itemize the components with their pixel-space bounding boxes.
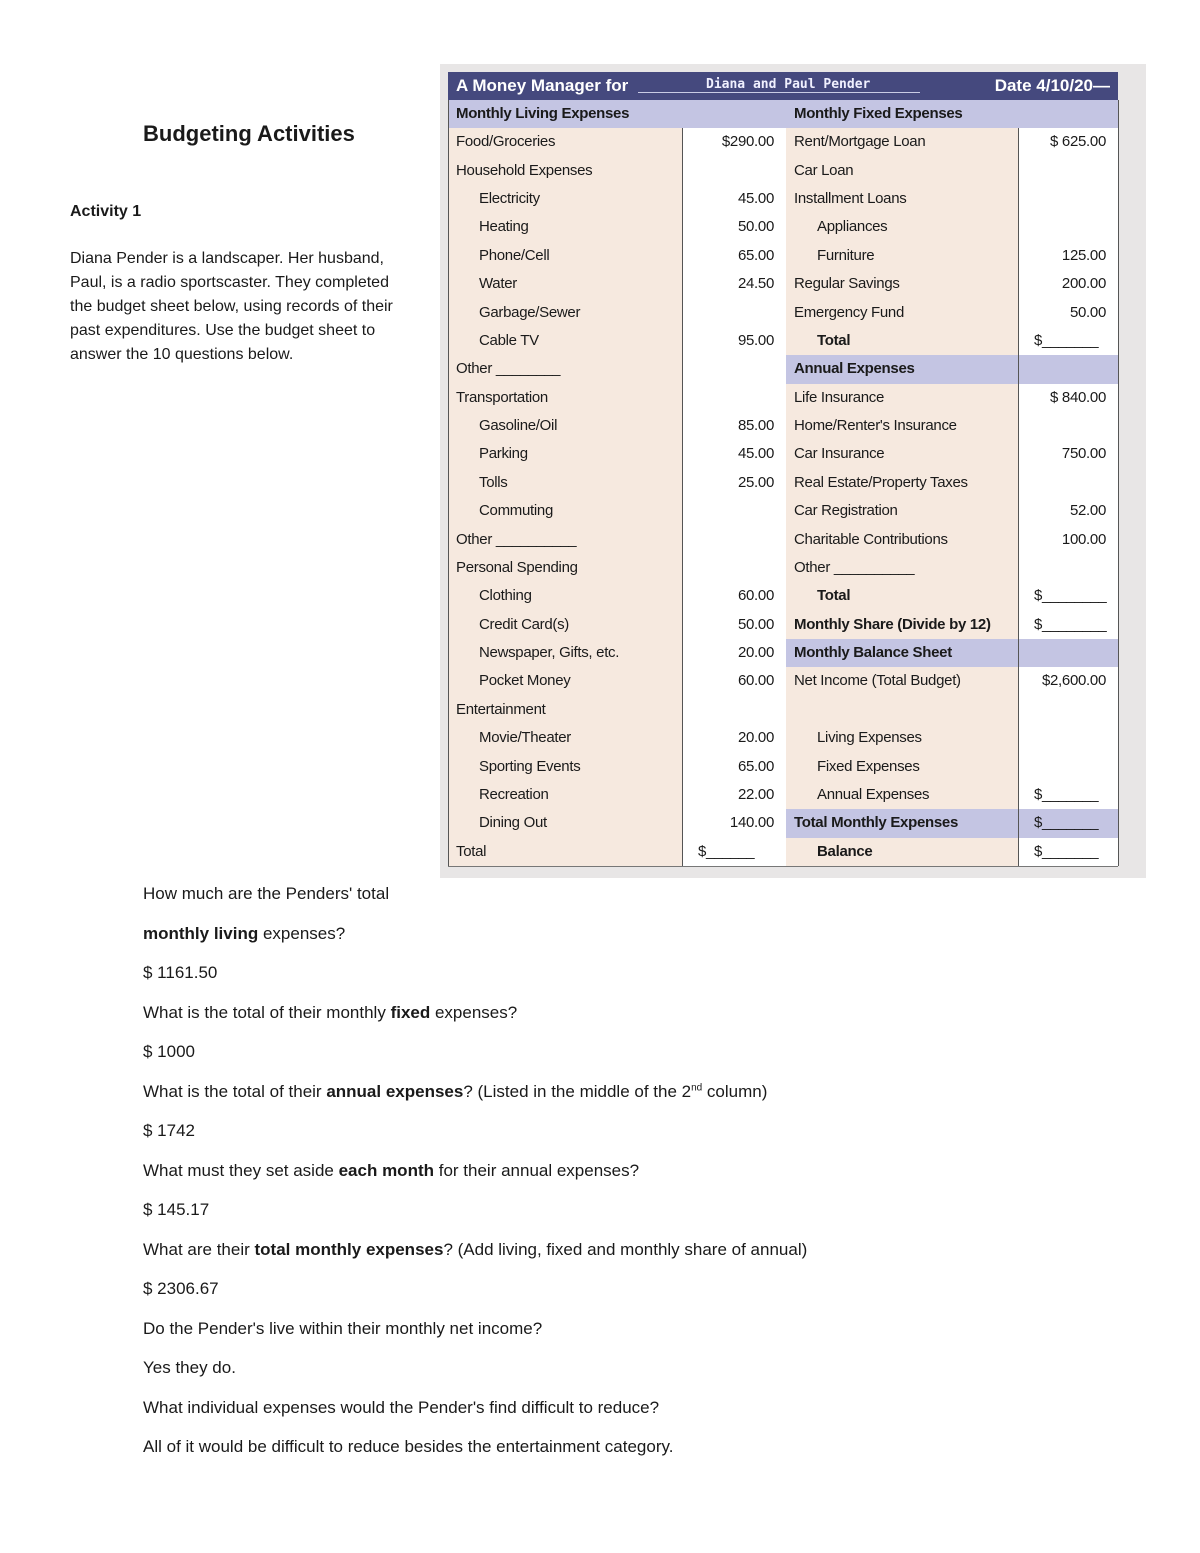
left-row-amount: 20.00 <box>682 724 786 752</box>
qa-text: $ 1742 <box>143 1121 195 1140</box>
right-row-amount: 52.00 <box>1018 497 1118 525</box>
right-row-label: Balance <box>786 838 1018 866</box>
sheet-header-names: Diana and Paul Pender <box>706 77 871 92</box>
right-row-amount: 125.00 <box>1018 242 1118 270</box>
column-divider <box>1118 100 1119 866</box>
left-row-label: Heating <box>448 213 682 241</box>
left-row-label: Garbage/Sewer <box>448 299 682 327</box>
right-row-label: Rent/Mortgage Loan <box>786 128 1018 156</box>
right-row-label: Car Registration <box>786 497 1018 525</box>
right-row-amount: 50.00 <box>1018 299 1118 327</box>
column-divider <box>682 128 683 866</box>
left-row-amount: 50.00 <box>682 611 786 639</box>
left-row-label: Recreation <box>448 781 682 809</box>
qa-text: $ 1000 <box>143 1042 195 1061</box>
qa-line <box>143 1082 767 1102</box>
right-row-amount: $________ <box>1018 582 1118 610</box>
page-title: Budgeting Activities <box>143 121 355 146</box>
left-row-amount: 24.50 <box>682 270 786 298</box>
left-row-label: Newspaper, Gifts, etc. <box>448 639 682 667</box>
left-row-amount: 45.00 <box>682 440 786 468</box>
left-row-amount: 45.00 <box>682 185 786 213</box>
activity-heading: Activity 1 <box>70 203 142 220</box>
intro-line: Paul, is a radio sportscaster. They completed <box>70 274 389 291</box>
emphasis-text: monthly living <box>143 923 259 943</box>
left-row-amount: 25.00 <box>682 469 786 497</box>
left-row-label: Dining Out <box>448 809 682 837</box>
left-row-amount: 65.00 <box>682 242 786 270</box>
left-row-amount: $290.00 <box>682 128 786 156</box>
right-row-amount <box>1018 157 1118 185</box>
qa-text: Yes they do. <box>143 1358 236 1377</box>
right-row-label: Monthly Share (Divide by 12) <box>786 611 1018 639</box>
qa-line <box>143 1358 236 1378</box>
right-row-label: Real Estate/Property Taxes <box>786 469 1018 497</box>
qa-line <box>143 1437 673 1457</box>
right-row-amount <box>1018 412 1118 440</box>
right-row-label: Total Monthly Expenses <box>786 809 1018 837</box>
right-row-amount <box>1018 213 1118 241</box>
left-row-amount <box>682 497 786 525</box>
left-row-amount: 60.00 <box>682 582 786 610</box>
qa-text: Do the Pender's live within their monthly net income? <box>143 1318 543 1338</box>
right-row-label: Charitable Contributions <box>786 526 1018 554</box>
row-divider <box>448 866 786 867</box>
left-row-amount <box>682 355 786 383</box>
left-row-label: Entertainment <box>448 696 682 724</box>
right-row-label: Installment Loans <box>786 185 1018 213</box>
right-row-label: Living Expenses <box>786 724 1018 752</box>
intro-line: answer the 10 questions below. <box>70 346 294 363</box>
left-row-label: Movie/Theater <box>448 724 682 752</box>
right-row-amount: $_______ <box>1018 781 1118 809</box>
intro-line: the budget sheet below, using records of their <box>70 298 393 315</box>
right-row-label: Appliances <box>786 213 1018 241</box>
left-row-amount <box>682 299 786 327</box>
qa-text: expenses? <box>430 1002 518 1022</box>
left-row-label: Pocket Money <box>448 667 682 695</box>
right-row-amount: $_______ <box>1018 838 1118 866</box>
right-row-amount <box>1018 469 1118 497</box>
qa-text: column) <box>702 1081 768 1101</box>
qa-text: $ 145.17 <box>143 1200 210 1219</box>
right-row-amount: $________ <box>1018 611 1118 639</box>
left-row-amount: $______ <box>682 838 786 866</box>
qa-line <box>143 1200 209 1220</box>
qa-line <box>143 924 345 944</box>
qa-text: What is the total of their monthly <box>143 1002 391 1022</box>
right-row-label: Annual Expenses <box>786 355 1118 383</box>
left-row-label: Sporting Events <box>448 753 682 781</box>
left-row-label: Commuting <box>448 497 682 525</box>
qa-text: ? (Listed in the middle of the 2 <box>463 1081 692 1101</box>
left-row-amount <box>682 554 786 582</box>
left-row-label: Clothing <box>448 582 682 610</box>
right-row-label: Car Loan <box>786 157 1018 185</box>
left-row-label: Household Expenses <box>448 157 682 185</box>
left-row-label: Gasoline/Oil <box>448 412 682 440</box>
column-divider <box>1018 128 1019 866</box>
sheet-header <box>448 72 1118 100</box>
qa-text: expenses? <box>258 923 346 943</box>
right-row-amount: 750.00 <box>1018 440 1118 468</box>
right-row-label: Life Insurance <box>786 384 1018 412</box>
left-row-label: Total <box>448 838 682 866</box>
left-row-amount: 22.00 <box>682 781 786 809</box>
left-row-label: Personal Spending <box>448 554 682 582</box>
left-row-amount <box>682 526 786 554</box>
intro-line: past expenditures. Use the budget sheet to <box>70 322 376 339</box>
left-row-amount: 50.00 <box>682 213 786 241</box>
right-row-amount <box>1018 554 1118 582</box>
right-row-amount: $_______ <box>1018 327 1118 355</box>
qa-text: for their annual expenses? <box>434 1160 640 1180</box>
qa-line <box>143 1161 639 1181</box>
right-row-label: Monthly Fixed Expenses <box>786 100 1118 128</box>
right-row-label <box>786 696 1018 724</box>
emphasis-text: fixed <box>390 1002 431 1022</box>
qa-text: $ 1161.50 <box>143 963 218 982</box>
intro-paragraph <box>70 247 445 367</box>
right-row-amount: 200.00 <box>1018 270 1118 298</box>
right-row-label: Regular Savings <box>786 270 1018 298</box>
left-row-label: Monthly Living Expenses <box>448 100 786 128</box>
left-row-label: Phone/Cell <box>448 242 682 270</box>
left-row-label: Food/Groceries <box>448 128 682 156</box>
qa-line <box>143 963 217 983</box>
left-row-amount <box>682 157 786 185</box>
qa-text: How much are the Penders' total <box>143 884 390 903</box>
row-divider <box>786 866 1118 867</box>
right-row-amount <box>1018 185 1118 213</box>
right-row-label: Other __________ <box>786 554 1018 582</box>
name-line <box>638 92 920 93</box>
left-row-label: Parking <box>448 440 682 468</box>
budget-table <box>448 100 1118 866</box>
right-row-label: Annual Expenses <box>786 781 1018 809</box>
qa-text: $ 2306.67 <box>143 1279 219 1298</box>
sheet-header-title: A Money Manager for <box>456 76 629 95</box>
left-row-amount <box>682 696 786 724</box>
qa-line <box>143 1240 807 1260</box>
left-row-label: Electricity <box>448 185 682 213</box>
emphasis-text: annual expenses <box>326 1081 464 1101</box>
left-row-label: Transportation <box>448 384 682 412</box>
qa-line <box>143 1319 542 1339</box>
right-row-label: Home/Renter's Insurance <box>786 412 1018 440</box>
right-row-amount: $_______ <box>1018 809 1118 837</box>
emphasis-text: each month <box>338 1160 434 1180</box>
qa-text: All of it would be difficult to reduce besides the entertainment category. <box>143 1437 674 1456</box>
column-divider <box>448 100 449 866</box>
right-row-amount <box>1018 696 1118 724</box>
right-row-amount: $ 625.00 <box>1018 128 1118 156</box>
left-row-amount: 20.00 <box>682 639 786 667</box>
right-row-amount: 100.00 <box>1018 526 1118 554</box>
right-row-amount <box>1018 753 1118 781</box>
left-row-label: Other __________ <box>448 526 682 554</box>
right-row-label: Furniture <box>786 242 1018 270</box>
left-row-amount: 60.00 <box>682 667 786 695</box>
qa-text: ? (Add living, fixed and monthly share of annual) <box>443 1239 808 1259</box>
qa-text: What individual expenses would the Pender's find difficult to reduce? <box>143 1397 660 1417</box>
emphasis-text: total monthly expenses <box>254 1239 444 1259</box>
qa-text: nd <box>691 1081 703 1093</box>
left-row-label: Tolls <box>448 469 682 497</box>
qa-line <box>143 1398 659 1418</box>
left-row-label: Other ________ <box>448 355 682 383</box>
right-row-label: Total <box>786 327 1018 355</box>
left-row-amount: 65.00 <box>682 753 786 781</box>
left-row-label: Cable TV <box>448 327 682 355</box>
left-row-amount: 85.00 <box>682 412 786 440</box>
left-row-amount: 95.00 <box>682 327 786 355</box>
left-row-amount: 140.00 <box>682 809 786 837</box>
qa-line <box>143 1042 195 1062</box>
right-row-label: Monthly Balance Sheet <box>786 639 1118 667</box>
right-row-label: Car Insurance <box>786 440 1018 468</box>
right-row-amount: $ 840.00 <box>1018 384 1118 412</box>
sheet-header-date: Date 4/10/20— <box>994 76 1110 95</box>
left-row-label: Water <box>448 270 682 298</box>
right-row-amount: $2,600.00 <box>1018 667 1118 695</box>
qa-text: What are their <box>143 1239 255 1259</box>
intro-line: Diana Pender is a landscaper. Her husband, <box>70 250 384 267</box>
right-row-label: Emergency Fund <box>786 299 1018 327</box>
qa-line <box>143 1121 195 1141</box>
qa-text: What must they set aside <box>143 1160 339 1180</box>
qa-line <box>143 1003 517 1023</box>
qa-line <box>143 1279 219 1299</box>
qa-text: What is the total of their <box>143 1081 327 1101</box>
right-row-label: Net Income (Total Budget) <box>786 667 1018 695</box>
right-row-amount <box>1018 724 1118 752</box>
left-row-amount <box>682 384 786 412</box>
right-row-label: Total <box>786 582 1018 610</box>
left-row-label: Credit Card(s) <box>448 611 682 639</box>
right-row-label: Fixed Expenses <box>786 753 1018 781</box>
qa-line <box>143 884 389 904</box>
